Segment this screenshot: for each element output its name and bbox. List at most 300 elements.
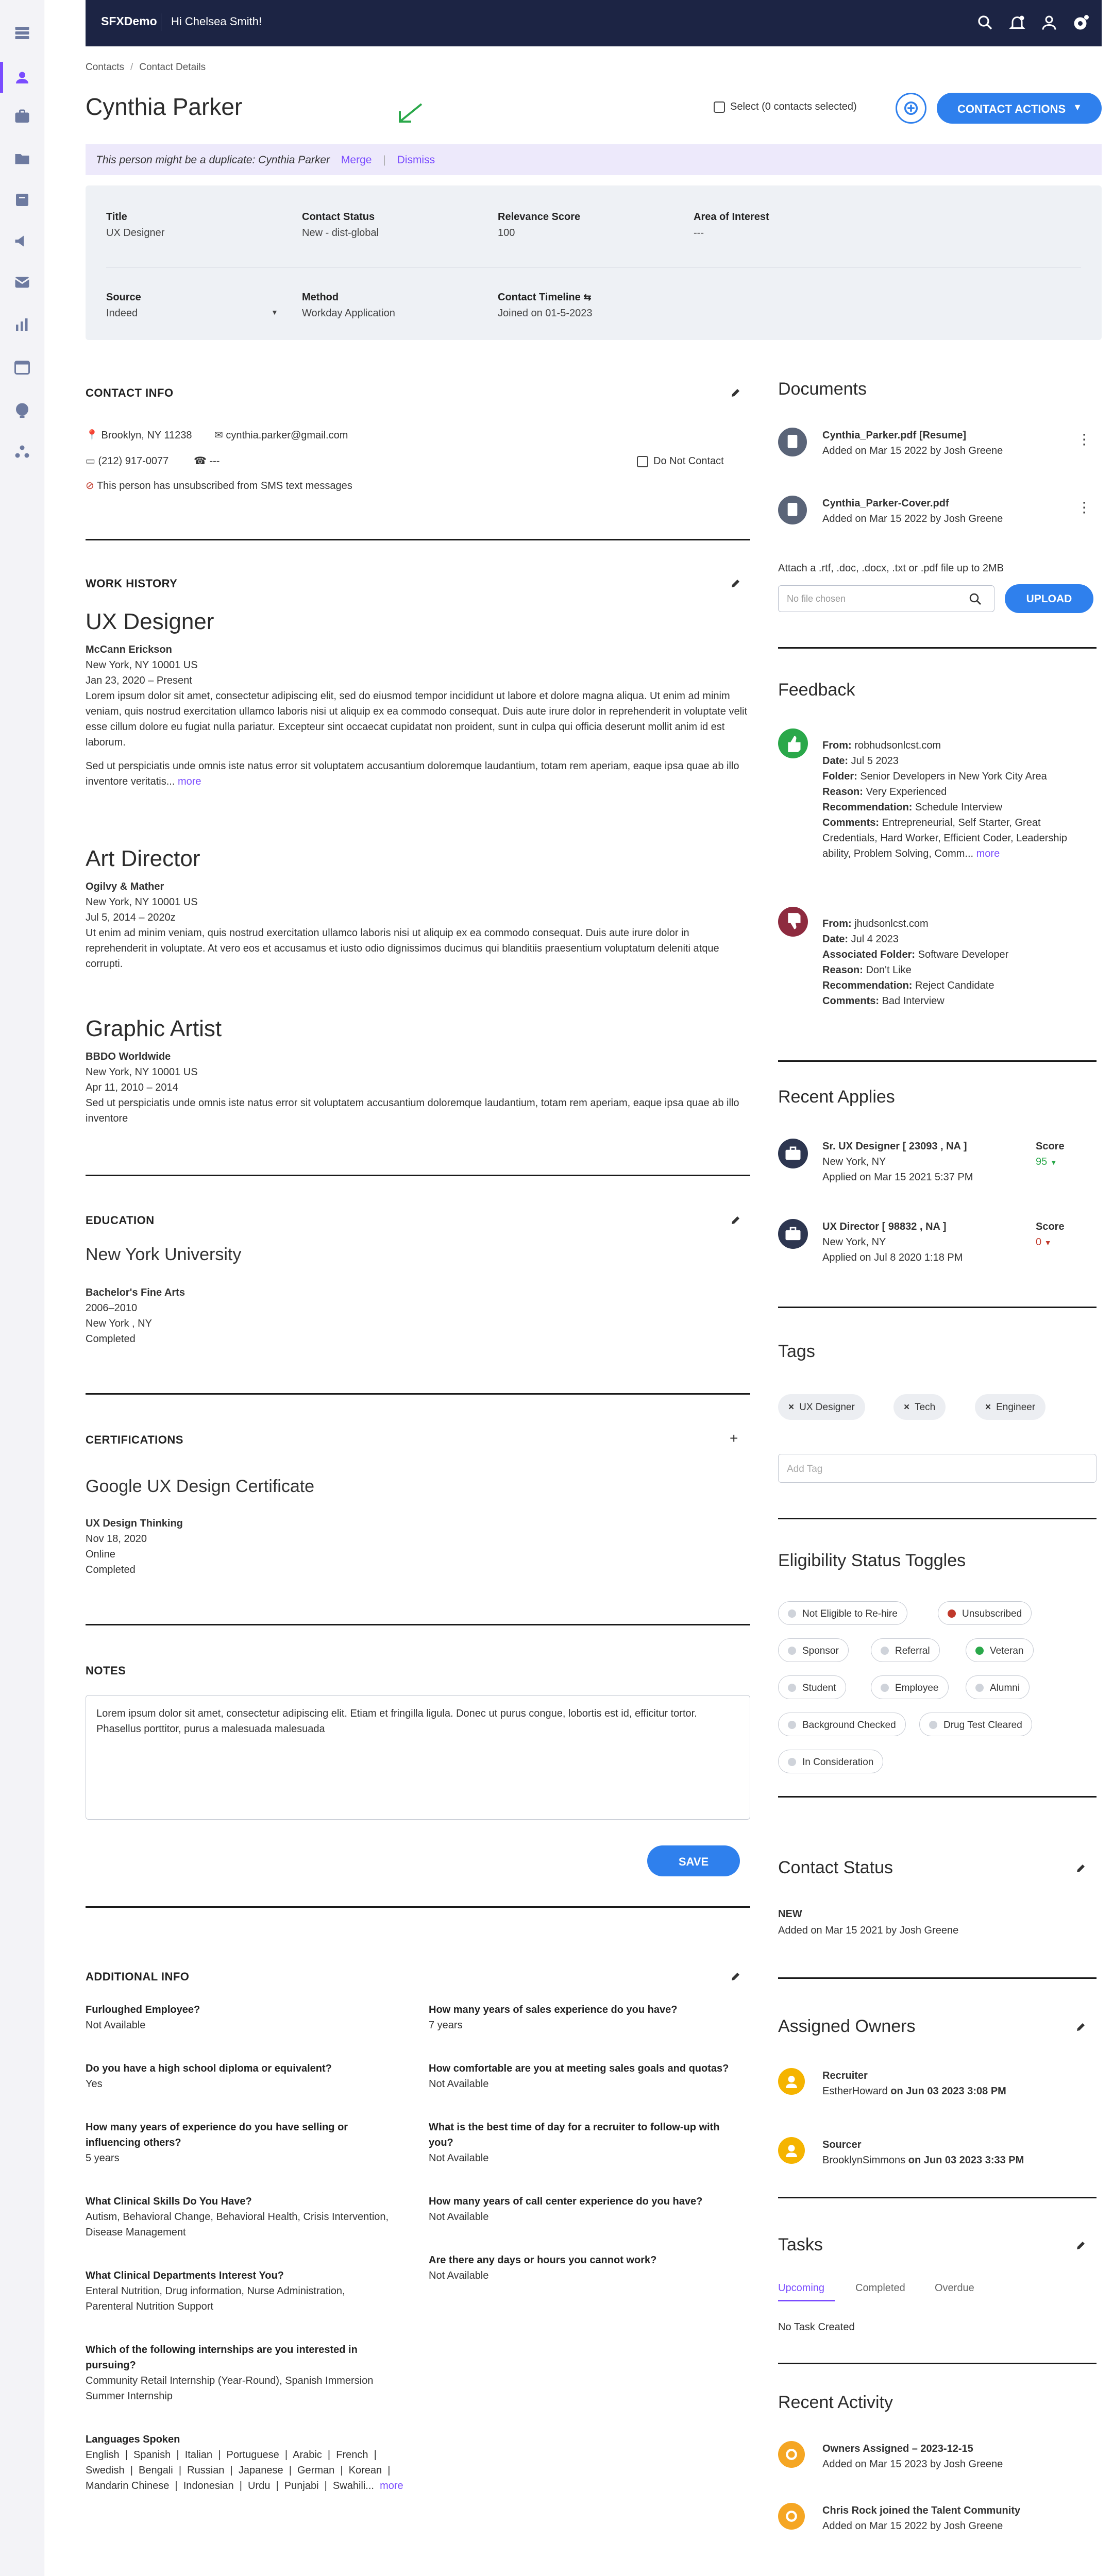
dismiss-link[interactable]: Dismiss <box>397 154 435 166</box>
score-value-row[interactable] <box>1036 1234 1065 1250</box>
status-added: Added on Mar 15 2021 by Josh Greene <box>778 1925 959 1936</box>
summary-interest-value: --- <box>694 227 704 239</box>
tag-label: UX Designer <box>799 1402 855 1413</box>
chevron-down-icon: ▼ <box>1044 1239 1052 1247</box>
question-text: How many years of sales experience do you have? <box>429 2004 678 2015</box>
recent-activity-section <box>778 2393 1097 2532</box>
feedback-label: Date: <box>822 934 849 945</box>
settings-icon[interactable] <box>13 443 31 462</box>
breadcrumb-contact-details: Contact Details <box>139 62 206 73</box>
toggle-label: Drug Test Cleared <box>943 1720 1022 1731</box>
additional-question <box>86 2268 395 2314</box>
job-dates: Apr 11, 2010 – 2014 <box>86 1082 178 1093</box>
top-bar <box>86 0 1102 46</box>
edit-icon[interactable] <box>730 577 742 589</box>
languages-line: English | Spanish | Italian | Portuguese | Arabic | French | <box>86 2449 377 2461</box>
additional-question <box>86 2342 395 2404</box>
feedback-title: Feedback <box>778 680 855 700</box>
summary-relevance <box>498 211 580 239</box>
job-description: Lorem ipsum dolor sit amet, consectetur adipiscing elit, sed do eiusmod tempor incididunt ut labore et dolore magna aliqua. Ut enim ad minim veniam, quis nostrud exercitation ullamco laboris nisi ut aliquip ex ea commodo consequat. Duis aute irure dolor in reprehenderit in voluptate velit esse cillum dolore eu fugiat nulla pariatur. Excepteur sint occaecat cupidatat non proident, sunt in culpa qui officia deserunt mollit anim id est laborum. <box>86 690 748 748</box>
settings-badge-icon[interactable] <box>1072 13 1090 32</box>
contact-summary <box>86 185 1102 340</box>
toggle-background-checked[interactable] <box>778 1713 906 1736</box>
job-company: Ogilvy & Mather <box>86 881 164 892</box>
certificate-status: Completed <box>86 1564 136 1575</box>
section-divider <box>778 1307 1097 1308</box>
toggle-label: Veteran <box>990 1646 1024 1656</box>
feedback-value: Don't Like <box>866 964 912 976</box>
additional-question <box>86 2120 395 2166</box>
feedback-line <box>822 784 1090 800</box>
answer-text: Yes <box>86 2078 103 2090</box>
education-status: Completed <box>86 1333 136 1345</box>
certificate-name: Google UX Design Certificate <box>86 1477 315 1496</box>
contact-phone[interactable] <box>86 453 168 469</box>
work-history-section <box>86 577 750 1124</box>
answer-text: Enteral Nutrition, Drug information, Nurse Administration, Parenteral Nutrition Support <box>86 2285 345 2312</box>
additional-question <box>429 2252 738 2283</box>
breadcrumb-contacts[interactable]: Contacts <box>86 62 124 73</box>
select-contacts[interactable] <box>714 101 857 113</box>
contact-status-title: Contact Status <box>778 1858 893 1877</box>
job-title: Art Director <box>86 846 200 871</box>
contact-phone2 <box>194 453 220 469</box>
summary-source-value[interactable]: Indeed <box>106 308 138 319</box>
feedback-line <box>822 993 1090 1009</box>
feedback-label: Reason: <box>822 964 863 976</box>
feedback-label: Comments: <box>822 995 880 1007</box>
summary-relevance-label: Relevance Score <box>498 211 581 223</box>
summary-interest <box>694 211 769 239</box>
sms-icon: ▭ <box>86 455 95 467</box>
summary-timeline-label-text: Contact Timeline <box>498 292 581 303</box>
contact-info-title: CONTACT INFO <box>86 386 174 399</box>
merge-link[interactable]: Merge <box>341 154 372 166</box>
section-divider <box>778 1796 1097 1798</box>
question-text: What is the best time of day for a recruiter to follow-up with you? <box>429 2122 720 2148</box>
job-title: Graphic Artist <box>86 1016 222 1041</box>
certificate-course: UX Design Thinking <box>86 1518 183 1529</box>
file-chooser[interactable]: No file chosen <box>778 585 994 612</box>
activity-details <box>822 2441 1003 2472</box>
job-description-extra-text: Sed ut perspiciatis unde omnis iste natus error sit voluptatem accusantium doloremque laudantium, totam rem aperiam, eaque ipsa quae ab illo inventore veritatis... <box>86 760 739 787</box>
answer-text: Not Available <box>429 2211 489 2223</box>
contact-email[interactable] <box>214 428 348 443</box>
feedback-line <box>822 962 1090 978</box>
answer-text: Not Available <box>429 2153 489 2164</box>
toggle-employee[interactable] <box>871 1675 949 1699</box>
job-description-extra <box>86 758 750 789</box>
phone-icon: ☎ <box>194 455 207 467</box>
do-not-contact-label: Do Not Contact <box>653 455 724 467</box>
answer-text: Community Retail Internship (Year-Round), Spanish Immersion Summer Internship <box>86 2375 374 2402</box>
toggle-indicator <box>788 1647 796 1655</box>
answer-text: Autism, Behavioral Change, Behavioral Health, Crisis Intervention, Disease Management <box>86 2211 389 2238</box>
toggle-sponsor[interactable] <box>778 1638 849 1662</box>
feedback-value: jhudsonlcst.com <box>854 918 929 929</box>
eligibility-section <box>778 1551 1097 1768</box>
summary-method <box>302 292 395 319</box>
job-dates: Jul 5, 2014 – 2020z <box>86 912 176 923</box>
summary-title-label: Title <box>106 211 127 223</box>
feedback-label: Comments: <box>822 817 880 828</box>
education-location: New York , NY <box>86 1318 152 1329</box>
feedback-line <box>822 916 1090 931</box>
feedback-label: From: <box>822 740 852 751</box>
tab-upcoming[interactable]: Upcoming <box>778 2282 825 2294</box>
tags-section <box>778 1342 1097 1475</box>
owner-line <box>822 2153 1024 2168</box>
languages-spoken <box>86 2432 498 2494</box>
recent-activity-title: Recent Activity <box>778 2393 893 2412</box>
feedback-value: Software Developer <box>918 949 1009 960</box>
toggle-unsubscribed[interactable] <box>938 1601 1032 1625</box>
owner-role: Sourcer <box>822 2139 862 2150</box>
feedback-line <box>822 931 1090 947</box>
jobs-icon[interactable] <box>13 107 31 126</box>
search-icon[interactable] <box>976 13 994 32</box>
apply-score <box>1036 1219 1065 1250</box>
feedback-value: Very Experienced <box>866 786 947 798</box>
notes-section <box>86 1664 750 1868</box>
phone-text[interactable]: (212) 917-0077 <box>98 455 169 467</box>
toggle-label: Student <box>802 1683 836 1693</box>
search-icon[interactable] <box>968 591 983 607</box>
placements-icon[interactable] <box>13 191 31 209</box>
remove-tag-icon[interactable]: × <box>904 1402 910 1413</box>
additional-question <box>86 2002 395 2033</box>
toggle-label: Background Checked <box>802 1720 896 1731</box>
toggle-indicator <box>881 1647 889 1655</box>
owner-role: Recruiter <box>822 2070 868 2081</box>
job-description: Ut enim ad minim veniam, quis nostrud exercitation ullamco laboris nisi ut aliquip ex ea commodo consequat. Duis aute irure dolor in reprehenderit in voluptate. At vero eos et accusamus et iusto odio dignissimos ducimus qui blanditiis praesentium voluptatum deleniti atque corrupti. <box>86 927 719 970</box>
user-icon <box>778 2137 805 2164</box>
tag-label: Tech <box>915 1402 936 1413</box>
apply-details <box>822 1139 973 1185</box>
notes-textarea[interactable]: Lorem ipsum dolor sit amet, consectetur adipiscing elit. Etiam et fringilla ligula. Donec ut purus congue, lobortis est id, efficitur tortor. Phasellus porttitor, purus a malesuada malesuada <box>86 1695 750 1820</box>
more-link[interactable]: more <box>177 776 201 787</box>
unsubscribed-text: This person has unsubscribed from SMS text messages <box>96 480 352 492</box>
score-label: Score <box>1036 1221 1065 1232</box>
do-not-contact[interactable] <box>637 453 724 469</box>
apply-score <box>1036 1139 1065 1170</box>
answer-text: Not Available <box>86 2020 146 2031</box>
more-link[interactable]: more <box>380 2480 403 2492</box>
education-section <box>86 1214 750 1345</box>
additional-info-section <box>86 1970 750 2492</box>
save-button[interactable]: SAVE <box>647 1845 740 1876</box>
job-title: UX Designer <box>86 609 214 634</box>
question-text: What Clinical Departments Interest You? <box>86 2270 284 2281</box>
source-dropdown-icon[interactable]: ▼ <box>271 308 278 316</box>
question-text: How many years of call center experience do you have? <box>429 2196 703 2207</box>
additional-question <box>429 2194 738 2225</box>
section-divider <box>778 1977 1097 1979</box>
nav-active-indicator <box>0 62 3 93</box>
summary-source-label: Source <box>106 292 141 303</box>
feedback-line <box>822 978 1090 993</box>
activity-icon <box>778 2503 805 2530</box>
edit-icon[interactable] <box>730 386 742 399</box>
question-text: Do you have a high school diploma or equivalent? <box>86 2063 332 2074</box>
select-contacts-label: Select (0 contacts selected) <box>730 101 857 112</box>
edit-icon[interactable] <box>1075 2021 1087 2033</box>
contact-actions-button[interactable] <box>937 93 1102 124</box>
toggle-not-eligible[interactable] <box>778 1601 907 1625</box>
section-divider <box>778 2197 1097 2198</box>
select-contacts-checkbox[interactable] <box>714 101 725 113</box>
toggle-student[interactable] <box>778 1675 846 1699</box>
job-location: New York, NY 10001 US <box>86 659 198 671</box>
job-description: Sed ut perspiciatis unde omnis iste natus error sit voluptatem accusantium doloremque laudantium, totam rem aperiam, eaque ipsa quae ab illo inventore <box>86 1097 739 1124</box>
certifications-title: CERTIFICATIONS <box>86 1433 183 1446</box>
document-icon <box>778 428 807 456</box>
duplicate-banner <box>86 144 1102 175</box>
owner-date: on Jun 03 2023 3:08 PM <box>890 2086 1006 2097</box>
tag-chip[interactable] <box>975 1394 1045 1420</box>
additional-question <box>86 2194 395 2240</box>
answer-text: 5 years <box>86 2153 120 2164</box>
tab-underline <box>778 2300 835 2301</box>
additional-question <box>86 2061 395 2092</box>
chevron-down-icon: ▼ <box>1073 102 1082 112</box>
activity-details <box>822 2503 1020 2534</box>
job-location: New York, NY 10001 US <box>86 896 198 908</box>
toggle-label: Unsubscribed <box>962 1608 1022 1619</box>
notes-title: NOTES <box>86 1664 126 1677</box>
feedback-label: Reason: <box>822 786 863 798</box>
feedback-value: Schedule Interview <box>915 802 1003 813</box>
more-link[interactable]: more <box>976 848 1000 859</box>
summary-timeline-value: Joined on 01-5-2023 <box>498 308 593 319</box>
remove-tag-icon[interactable]: × <box>788 1402 795 1413</box>
documents-section <box>778 379 1097 605</box>
toggle-referral[interactable] <box>871 1638 940 1662</box>
feedback-value: Jul 5 2023 <box>851 755 899 767</box>
toggle-drug-test[interactable] <box>919 1713 1032 1736</box>
feedback-label: Recommendation: <box>822 802 913 813</box>
apply-location: New York, NY <box>822 1236 886 1248</box>
add-tag-input[interactable]: Add Tag <box>778 1454 1097 1483</box>
document-meta: Added on Mar 15 2022 by Josh Greene <box>822 445 1003 456</box>
question-text: Furloughed Employee? <box>86 2004 200 2015</box>
edit-icon[interactable] <box>730 1970 742 1982</box>
apply-job[interactable]: UX Director [ 98832 , NA ] <box>822 1221 947 1232</box>
question-text: What Clinical Skills Do You Have? <box>86 2196 252 2207</box>
location-pin-icon: 📍 <box>86 430 98 441</box>
job-dates: Jan 23, 2020 – Present <box>86 675 192 686</box>
languages-line: Swedish | Bengali | Russian | Japanese | German | Korean | <box>86 2465 391 2476</box>
section-divider <box>778 647 1097 649</box>
duplicate-text: This person might be a duplicate: Cynthia Parker <box>96 154 330 166</box>
briefcase-icon <box>778 1139 808 1168</box>
score-value: 95 <box>1036 1156 1048 1167</box>
feedback-value: robhudsonlcst.com <box>854 740 941 751</box>
calendar-icon[interactable] <box>13 358 31 376</box>
inbox-icon[interactable] <box>13 273 31 292</box>
tab-completed[interactable]: Completed <box>855 2282 905 2294</box>
question-text: Are there any days or hours you cannot work? <box>429 2255 657 2266</box>
summary-method-label: Method <box>302 292 339 303</box>
edit-icon[interactable] <box>1075 2239 1087 2251</box>
toggle-indicator <box>788 1609 796 1618</box>
document-name[interactable]: Cynthia_Parker.pdf [Resume] <box>822 430 966 441</box>
page-title: Cynthia Parker <box>86 93 243 120</box>
tag-chip[interactable] <box>778 1394 865 1420</box>
answer-text: 7 years <box>429 2020 463 2031</box>
contact-actions-label: CONTACT ACTIONS <box>957 103 1066 115</box>
job-entry <box>86 609 750 789</box>
summary-source[interactable] <box>106 292 141 319</box>
toggle-alumni[interactable] <box>966 1675 1030 1699</box>
phone2-text: --- <box>209 455 220 467</box>
email-icon: ✉ <box>214 430 223 441</box>
tags-title: Tags <box>778 1342 815 1361</box>
more-options-icon[interactable]: ⋮ <box>1077 499 1091 515</box>
assigned-owners-section <box>778 2016 1097 2166</box>
apply-job[interactable]: Sr. UX Designer [ 23093 , NA ] <box>822 1141 967 1152</box>
toggle-label: Employee <box>895 1683 939 1693</box>
edit-icon[interactable] <box>1075 1862 1087 1874</box>
degree: Bachelor's Fine Arts <box>86 1287 185 1298</box>
feedback-label: Date: <box>822 755 849 767</box>
feedback-line <box>822 738 1090 753</box>
owner-details <box>822 2137 1024 2168</box>
greeting: Hi Chelsea Smith! <box>171 15 262 28</box>
certificate-date: Nov 18, 2020 <box>86 1533 147 1545</box>
toggle-indicator <box>788 1684 796 1692</box>
campaigns-icon[interactable] <box>13 232 31 250</box>
owner-details <box>822 2068 1006 2099</box>
feedback-details <box>822 738 1090 861</box>
timeline-icon[interactable]: ⇆ <box>583 292 592 302</box>
link-separator: | <box>383 154 386 166</box>
annotation-arrow-icon <box>397 102 424 125</box>
question-text: Which of the following internships are you interested in pursuing? <box>86 2344 358 2371</box>
talent-community-icon[interactable] <box>13 401 31 419</box>
feedback-section <box>778 680 1097 1007</box>
thumbs-up-icon <box>778 728 808 758</box>
question-text: How comfortable are you at meeting sales goals and quotas? <box>429 2063 729 2074</box>
contacts-icon[interactable] <box>13 68 31 87</box>
activity-meta: Added on Mar 15 2022 by Josh Greene <box>822 2520 1003 2532</box>
toggle-indicator <box>948 1609 956 1618</box>
toggle-label: In Consideration <box>802 1757 874 1768</box>
feedback-details <box>822 916 1090 1009</box>
owner-name[interactable]: EstherHoward <box>822 2086 888 2097</box>
feedback-line <box>822 800 1090 815</box>
job-location: New York, NY 10001 US <box>86 1066 198 1078</box>
languages-line-text: Mandarin Chinese | Indonesian | Urdu | Punjabi | Swahili... <box>86 2480 374 2492</box>
feedback-value: Reject Candidate <box>915 980 994 991</box>
tab-overdue[interactable]: Overdue <box>935 2282 974 2294</box>
toggle-label: Referral <box>895 1646 930 1656</box>
feedback-label: From: <box>822 918 852 929</box>
summary-status <box>302 211 379 239</box>
summary-interest-label: Area of Interest <box>694 211 769 223</box>
toggle-label: Sponsor <box>802 1646 839 1656</box>
do-not-contact-checkbox[interactable] <box>637 456 648 467</box>
document-name[interactable]: Cynthia_Parker-Cover.pdf <box>822 498 949 509</box>
edit-icon[interactable] <box>730 1214 742 1226</box>
feedback-value: Senior Developers in New York City Area <box>860 771 1047 782</box>
job-company: McCann Erickson <box>86 644 172 655</box>
toggle-veteran[interactable] <box>966 1638 1034 1662</box>
toggle-indicator <box>975 1684 984 1692</box>
notifications-icon[interactable] <box>1008 13 1026 32</box>
reports-icon[interactable] <box>13 315 31 334</box>
owner-name[interactable]: BrooklynSimmons <box>822 2155 906 2166</box>
apply-details <box>822 1219 963 1265</box>
email-text[interactable]: cynthia.parker@gmail.com <box>226 430 348 441</box>
summary-status-label: Contact Status <box>302 211 375 223</box>
eligibility-title: Eligibility Status Toggles <box>778 1551 966 1570</box>
job-entry <box>86 1016 750 1126</box>
recent-applies-section <box>778 1087 1097 1263</box>
briefcase-icon <box>778 1219 808 1249</box>
summary-method-value: Workday Application <box>302 308 395 319</box>
upload-button[interactable]: UPLOAD <box>1005 584 1093 613</box>
section-divider <box>86 1175 750 1176</box>
apply-date: Applied on Mar 15 2021 5:37 PM <box>822 1172 973 1183</box>
activity-meta: Added on Mar 15 2023 by Josh Greene <box>822 2459 1003 2470</box>
tasks-title: Tasks <box>778 2235 823 2255</box>
profile-icon[interactable] <box>1040 13 1058 32</box>
contact-location <box>86 428 192 443</box>
more-options-icon[interactable]: ⋮ <box>1077 431 1091 447</box>
apply-date: Applied on Jul 8 2020 1:18 PM <box>822 1252 963 1263</box>
score-value-row[interactable] <box>1036 1154 1065 1170</box>
feedback-value: Jul 4 2023 <box>851 934 899 945</box>
add-icon[interactable]: + <box>730 1430 738 1446</box>
additional-question <box>429 2002 738 2033</box>
question-text: How many years of experience do you have selling or influencing others? <box>86 2122 348 2148</box>
folders-icon[interactable] <box>13 149 31 168</box>
documents-title: Documents <box>778 379 867 399</box>
no-tasks-message: No Task Created <box>778 2321 855 2333</box>
tag-label: Engineer <box>996 1402 1036 1413</box>
contact-info-section <box>86 386 750 492</box>
work-history-title: WORK HISTORY <box>86 577 178 590</box>
remove-tag-icon[interactable]: × <box>985 1402 991 1413</box>
dashboard-icon[interactable] <box>13 24 31 42</box>
feedback-value: Entrepreneurial, Self Starter, Great Credentials, Hard Worker, Efficient Coder, Leadership ability, Problem Solving, Comm... <box>822 817 1068 859</box>
section-divider <box>86 1393 750 1395</box>
feedback-label: Recommendation: <box>822 980 913 991</box>
toggle-in-consideration[interactable] <box>778 1750 883 1773</box>
thumbs-down-icon <box>778 907 808 937</box>
toggle-indicator <box>788 1758 796 1766</box>
unsubscribed-icon: ⊘ <box>86 480 94 492</box>
document-icon <box>778 496 807 524</box>
apply-location: New York, NY <box>822 1156 886 1167</box>
tag-chip[interactable] <box>893 1394 946 1420</box>
toggle-indicator <box>881 1684 889 1692</box>
toggle-label: Alumni <box>990 1683 1020 1693</box>
summary-title-value: UX Designer <box>106 227 165 239</box>
quick-action-button[interactable] <box>896 93 926 124</box>
summary-timeline-label <box>498 292 592 303</box>
user-icon <box>778 2068 805 2095</box>
toggle-indicator <box>788 1721 796 1729</box>
brand-name[interactable]: SFXDemo <box>101 14 157 28</box>
score-label: Score <box>1036 1141 1065 1152</box>
feedback-label: Associated Folder: <box>822 949 916 960</box>
answer-text: Not Available <box>429 2270 489 2281</box>
chevron-down-icon: ▼ <box>1050 1158 1057 1166</box>
certificate-mode: Online <box>86 1549 115 1560</box>
score-value: 0 <box>1036 1236 1042 1248</box>
